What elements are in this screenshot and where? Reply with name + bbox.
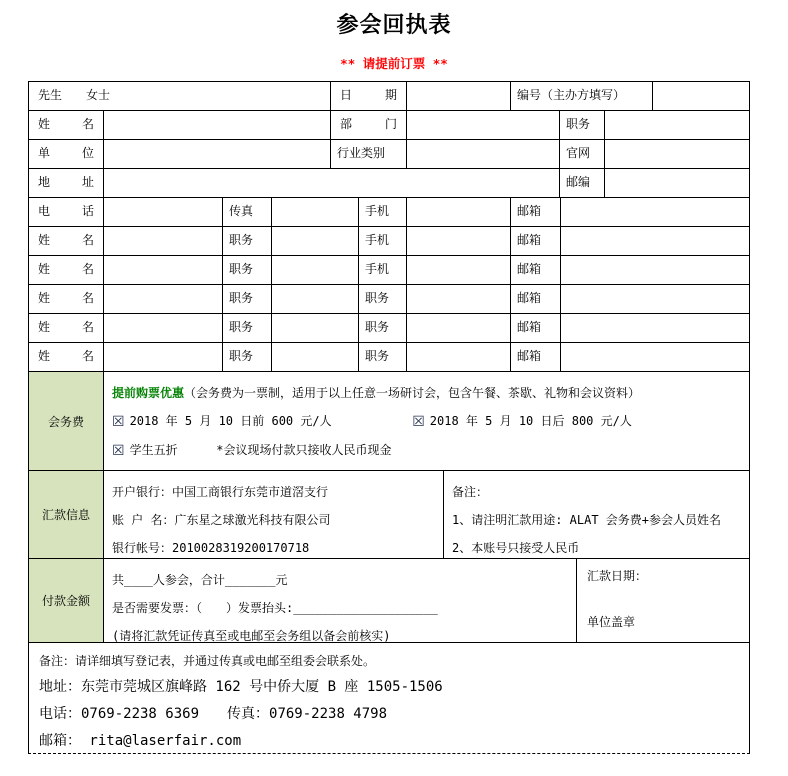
fee-content bbox=[104, 372, 749, 471]
remittance-note-1: 1、请注明汇款用途: ALAT 会务费+参会人员姓名 bbox=[452, 513, 722, 527]
row-salutation-date-serial bbox=[29, 82, 749, 111]
name-label: 姓 名 bbox=[29, 111, 104, 140]
fee-promo-line bbox=[112, 379, 741, 407]
company-label: 单 位 bbox=[29, 140, 104, 169]
attendee-col3-label: 手机 bbox=[359, 227, 407, 256]
attendee-email-label: 邮箱 bbox=[511, 343, 561, 372]
attendee-col3-label: 职务 bbox=[359, 285, 407, 314]
remittance-note-2: 2、本账号只接受人民币 bbox=[452, 541, 580, 555]
website-field[interactable] bbox=[605, 140, 749, 169]
remittance-section bbox=[29, 471, 749, 559]
payment-right-panel bbox=[577, 559, 749, 643]
row-address-zip bbox=[29, 169, 749, 198]
attendee-col3-field[interactable] bbox=[407, 227, 511, 256]
invoice-line[interactable]: 是否需要发票：（ ）发票抬头:____________________ bbox=[112, 601, 438, 615]
verification-note: (请将汇款凭证传真至或电邮至会务组以备会前核实) bbox=[112, 629, 391, 643]
attendee-name-field[interactable] bbox=[104, 285, 223, 314]
attendee-name-field[interactable] bbox=[104, 343, 223, 372]
attendee-email-label: 邮箱 bbox=[511, 227, 561, 256]
attendee-name-label: 姓 名 bbox=[29, 227, 104, 256]
footer-phone-fax bbox=[39, 701, 739, 728]
attendee-email-field[interactable] bbox=[561, 343, 749, 372]
attendee-row-4 bbox=[29, 314, 749, 343]
promo-note: （会务费为一票制，适用于以上任意一场研讨会，包含午餐、茶歇、礼物和会议资料） bbox=[184, 386, 641, 400]
student-option bbox=[112, 436, 209, 465]
row-name-dept-position bbox=[29, 111, 749, 140]
industry-label: 行业类别 bbox=[331, 140, 407, 169]
late-text: 2018 年 5 月 10 日后 800 元/人 bbox=[429, 414, 632, 428]
attendee-count-line[interactable]: 共____人参会，合计_______元 bbox=[112, 573, 288, 587]
payment-section-label: 付款金额 bbox=[29, 559, 104, 643]
phone-label: 电 话 bbox=[29, 198, 104, 227]
fee-section bbox=[29, 372, 749, 471]
position-label: 职务 bbox=[560, 111, 605, 140]
attendee-name-field[interactable] bbox=[104, 256, 223, 285]
payment-section bbox=[29, 559, 749, 643]
attendee-email-label: 邮箱 bbox=[511, 314, 561, 343]
industry-field[interactable] bbox=[407, 140, 560, 169]
dept-field[interactable] bbox=[407, 111, 560, 140]
attendee-email-field[interactable] bbox=[561, 227, 749, 256]
attendee-col3-label: 手机 bbox=[359, 256, 407, 285]
fee-options-line bbox=[112, 407, 741, 436]
attendee-name-label: 姓 名 bbox=[29, 285, 104, 314]
footer-fax: 传真：0769-2238 4798 bbox=[227, 706, 388, 722]
attendee-position-field[interactable] bbox=[272, 343, 359, 372]
serial-field[interactable] bbox=[653, 82, 749, 111]
footer-address: 地址：东莞市莞城区旗峰路 162 号中侨大厦 B 座 1505-1506 bbox=[39, 679, 443, 695]
checkbox-late-icon[interactable]: ☒ bbox=[412, 414, 425, 430]
cash-note: *会议现场付款只接收人民币现金 bbox=[216, 443, 392, 457]
promo-highlight: 提前购票优惠 bbox=[112, 386, 185, 400]
student-text: 学生五折 bbox=[129, 443, 178, 457]
account-number-line: 银行帐号：2010028319200170718 bbox=[112, 541, 310, 555]
attendee-position-field[interactable] bbox=[272, 285, 359, 314]
company-stamp-label: 单位盖章 bbox=[587, 615, 636, 629]
email-field[interactable] bbox=[561, 198, 749, 227]
payment-details bbox=[104, 559, 577, 643]
attendee-position-label: 职务 bbox=[223, 227, 272, 256]
late-option bbox=[412, 414, 632, 428]
attendee-position-field[interactable] bbox=[272, 314, 359, 343]
bank-line: 开户银行：中国工商银行东莞市道滘支行 bbox=[112, 485, 329, 499]
attendee-row-1 bbox=[29, 227, 749, 256]
mobile-label: 手机 bbox=[359, 198, 407, 227]
remit-date-label[interactable]: 汇款日期： bbox=[587, 569, 648, 583]
attendee-col3-field[interactable] bbox=[407, 314, 511, 343]
position-field[interactable] bbox=[605, 111, 749, 140]
fee-student-line bbox=[112, 436, 741, 465]
remittance-notes bbox=[444, 471, 749, 559]
remittance-notes-title: 备注： bbox=[452, 485, 489, 499]
attendee-position-label: 职务 bbox=[223, 256, 272, 285]
row-company-industry-website bbox=[29, 140, 749, 169]
footer-note: 备注：请详细填写登记表，并通过传真或电邮至组委会联系处。 bbox=[39, 654, 376, 668]
attendee-position-label: 职务 bbox=[223, 314, 272, 343]
attendee-row-3 bbox=[29, 285, 749, 314]
account-name-line: 账 户 名：广东星之球激光科技有限公司 bbox=[112, 513, 331, 527]
attendee-col3-label: 职务 bbox=[359, 314, 407, 343]
checkbox-early-icon[interactable]: ☒ bbox=[112, 414, 125, 430]
date-field[interactable] bbox=[407, 82, 511, 111]
company-field[interactable] bbox=[104, 140, 331, 169]
name-field[interactable] bbox=[104, 111, 331, 140]
early-bird-option bbox=[112, 407, 405, 436]
attendee-email-field[interactable] bbox=[561, 314, 749, 343]
attendee-name-label: 姓 名 bbox=[29, 314, 104, 343]
fax-label: 传真 bbox=[223, 198, 272, 227]
checkbox-student-icon[interactable]: ☒ bbox=[112, 443, 125, 459]
dept-label: 部 门 bbox=[331, 111, 407, 140]
zip-field[interactable] bbox=[605, 169, 749, 198]
attendee-email-label: 邮箱 bbox=[511, 256, 561, 285]
address-field[interactable] bbox=[104, 169, 560, 198]
salutation-label: 先生 女士 bbox=[29, 82, 331, 111]
attendee-position-label: 职务 bbox=[223, 285, 272, 314]
date-label: 日 期 bbox=[331, 82, 407, 111]
attendee-col3-label: 职务 bbox=[359, 343, 407, 372]
row-phone-fax-mobile-email bbox=[29, 198, 749, 227]
fee-section-label: 会务费 bbox=[29, 372, 104, 471]
attendee-name-label: 姓 名 bbox=[29, 343, 104, 372]
attendee-name-field[interactable] bbox=[104, 314, 223, 343]
early-bird-text: 2018 年 5 月 10 日前 600 元/人 bbox=[129, 414, 332, 428]
footer-content bbox=[29, 643, 749, 753]
attendee-row-2 bbox=[29, 256, 749, 285]
attendee-col3-field[interactable] bbox=[407, 256, 511, 285]
serial-label: 编号（主办方填写） bbox=[511, 82, 653, 111]
attendee-email-field[interactable] bbox=[561, 285, 749, 314]
fax-field[interactable] bbox=[272, 198, 359, 227]
attendee-position-field[interactable] bbox=[272, 227, 359, 256]
attendee-email-field[interactable] bbox=[561, 256, 749, 285]
pre-booking-notice: ** 请提前订票 ** bbox=[340, 56, 448, 71]
email-label: 邮箱 bbox=[511, 198, 561, 227]
page-title: 参会回执表 bbox=[336, 13, 452, 38]
registration-form-table bbox=[28, 81, 750, 754]
attendee-position-field[interactable] bbox=[272, 256, 359, 285]
footer-section bbox=[29, 643, 749, 753]
attendee-name-field[interactable] bbox=[104, 227, 223, 256]
remittance-bank-info bbox=[104, 471, 444, 559]
remittance-section-label: 汇款信息 bbox=[29, 471, 104, 559]
attendee-row-5 bbox=[29, 343, 749, 372]
phone-field[interactable] bbox=[104, 198, 223, 227]
footer-phone: 电话：0769-2238 6369 bbox=[39, 706, 200, 722]
attendee-name-label: 姓 名 bbox=[29, 256, 104, 285]
address-label: 地 址 bbox=[29, 169, 104, 198]
attendee-col3-field[interactable] bbox=[407, 343, 511, 372]
attendee-position-label: 职务 bbox=[223, 343, 272, 372]
website-label: 官网 bbox=[560, 140, 605, 169]
zip-label: 邮编 bbox=[560, 169, 605, 198]
mobile-field[interactable] bbox=[407, 198, 511, 227]
attendee-col3-field[interactable] bbox=[407, 285, 511, 314]
attendee-email-label: 邮箱 bbox=[511, 285, 561, 314]
footer-email: 邮箱： rita@laserfair.com bbox=[39, 733, 242, 749]
